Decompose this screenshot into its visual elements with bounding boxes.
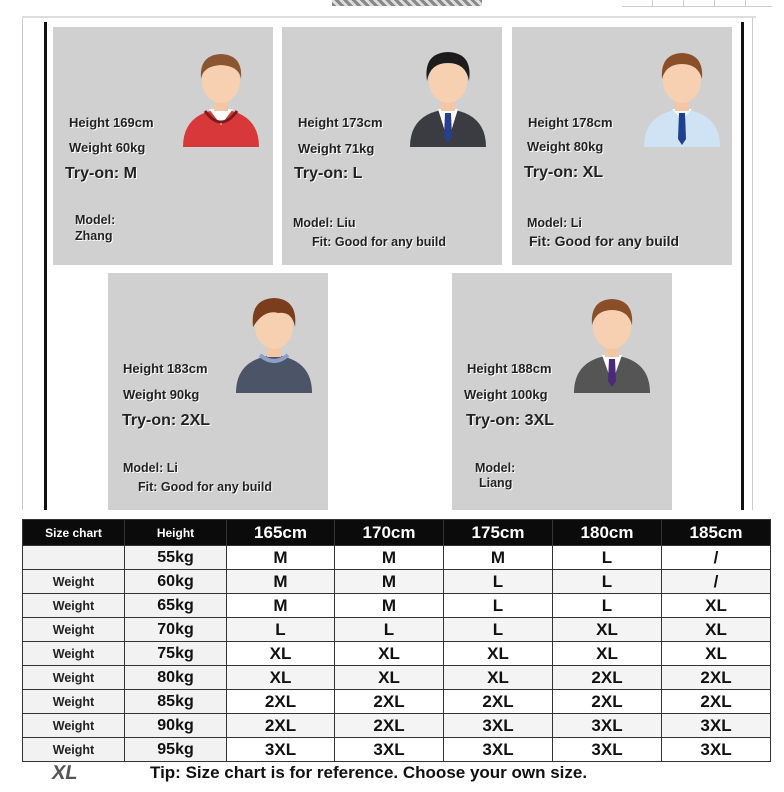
- model-tryon-size: Try-on: XL: [524, 164, 604, 181]
- size-chart-row: [23, 570, 771, 594]
- model-height: Height 178cm: [528, 115, 613, 130]
- size-cell: XL: [444, 642, 553, 666]
- model-tryon-size: Try-on: 2XL: [122, 412, 211, 429]
- size-cell: 2XL: [553, 666, 662, 690]
- model-height: Height 169cm: [69, 115, 154, 130]
- avatar-red-sweater-icon: [181, 41, 261, 147]
- size-cell: 3XL: [553, 714, 662, 738]
- model-weight: Weight 80kg: [527, 139, 604, 154]
- height-column-header: 165cm: [227, 520, 335, 546]
- avatar-suit-icon: [408, 41, 488, 147]
- size-cell: XL: [227, 642, 335, 666]
- size-cell: L: [553, 546, 662, 570]
- model-reference-panel: [44, 22, 744, 510]
- size-cell: XL: [227, 666, 335, 690]
- model-label: Model: Li: [123, 461, 178, 475]
- size-cell: 2XL: [227, 690, 335, 714]
- size-cell: M: [335, 594, 444, 618]
- size-cell: XL: [553, 642, 662, 666]
- fabric-swatch: [332, 0, 482, 6]
- weight-row-label: Weight: [23, 594, 125, 618]
- size-chart-row: [23, 738, 771, 762]
- weight-value: 85kg: [125, 690, 227, 714]
- size-chart-row: [23, 618, 771, 642]
- size-cell: L: [553, 570, 662, 594]
- size-chart-header-row: [23, 520, 771, 546]
- size-chart-corner-label: Size chart: [23, 520, 125, 546]
- weight-row-label: Weight: [23, 642, 125, 666]
- size-cell: XL: [335, 642, 444, 666]
- size-cell: M: [444, 546, 553, 570]
- model-tryon-size: Try-on: 3XL: [466, 412, 555, 429]
- size-cell: M: [335, 546, 444, 570]
- size-cell: 3XL: [444, 738, 553, 762]
- size-cell: L: [227, 618, 335, 642]
- frame-line-left: [22, 18, 23, 510]
- model-label: Model:: [75, 213, 116, 227]
- weight-row-label: Weight: [23, 714, 125, 738]
- size-chart-row: [23, 546, 771, 570]
- model-card-1: [53, 27, 273, 265]
- grid-fragment: [622, 0, 772, 7]
- height-column-header: 185cm: [662, 520, 771, 546]
- size-cell: /: [662, 546, 771, 570]
- size-cell: XL: [662, 594, 771, 618]
- model-height: Height 188cm: [467, 361, 552, 376]
- size-cell: L: [444, 618, 553, 642]
- model-tryon-size: Try-on: M: [65, 165, 137, 182]
- weight-value: 75kg: [125, 642, 227, 666]
- weight-value: 90kg: [125, 714, 227, 738]
- height-header-label: Height: [125, 520, 227, 546]
- weight-value: 60kg: [125, 570, 227, 594]
- model-height: Height 173cm: [298, 115, 383, 130]
- weight-value: 55kg: [125, 546, 227, 570]
- size-mark: XL: [50, 762, 80, 784]
- size-cell: L: [553, 594, 662, 618]
- section-divider: [22, 16, 756, 18]
- avatar-sweater-icon: [234, 287, 314, 393]
- size-cell: 3XL: [227, 738, 335, 762]
- size-cell: 2XL: [444, 690, 553, 714]
- model-tryon-size: Try-on: L: [294, 165, 363, 182]
- size-chart-row: [23, 714, 771, 738]
- size-chart-row: [23, 690, 771, 714]
- model-card-4: [108, 273, 328, 510]
- model-label: Model:: [475, 461, 516, 475]
- height-column-header: 170cm: [335, 520, 444, 546]
- model-label: Model: Li: [527, 216, 582, 230]
- weight-row-label: [23, 546, 125, 570]
- size-cell: 3XL: [335, 738, 444, 762]
- model-card-2: [282, 27, 502, 265]
- weight-value: 95kg: [125, 738, 227, 762]
- size-cell: XL: [444, 666, 553, 690]
- size-cell: M: [335, 570, 444, 594]
- model-fit: Fit: Good for any build: [312, 235, 447, 249]
- size-cell: 3XL: [444, 714, 553, 738]
- height-column-header: 175cm: [444, 520, 553, 546]
- size-cell: /: [662, 570, 771, 594]
- model-card-5: [452, 273, 672, 510]
- height-column-header: 180cm: [553, 520, 662, 546]
- avatar-grey-suit-icon: [572, 287, 652, 393]
- model-weight: Weight 71kg: [298, 141, 375, 156]
- model-fit: Fit: Good for any build: [529, 233, 680, 249]
- size-cell: L: [444, 570, 553, 594]
- weight-row-label: Weight: [23, 690, 125, 714]
- weight-row-label: Weight: [23, 570, 125, 594]
- model-name: Liang: [479, 476, 513, 490]
- size-cell: XL: [335, 666, 444, 690]
- size-cell: XL: [553, 618, 662, 642]
- size-cell: 2XL: [335, 690, 444, 714]
- size-cell: 2XL: [662, 666, 771, 690]
- size-cell: L: [444, 594, 553, 618]
- weight-value: 70kg: [125, 618, 227, 642]
- size-cell: M: [227, 546, 335, 570]
- model-card-3: [512, 27, 732, 265]
- size-cell: M: [227, 570, 335, 594]
- model-weight: Weight 100kg: [464, 387, 548, 402]
- model-height: Height 183cm: [123, 361, 208, 376]
- size-tip: [22, 760, 762, 788]
- previous-section-strip: [22, 0, 762, 10]
- model-weight: Weight 60kg: [69, 140, 146, 155]
- size-cell: 2XL: [662, 690, 771, 714]
- size-cell: L: [335, 618, 444, 642]
- frame-line-right: [752, 18, 753, 510]
- size-cell: 3XL: [662, 714, 771, 738]
- weight-value: 80kg: [125, 666, 227, 690]
- weight-row-label: Weight: [23, 666, 125, 690]
- tip-text: Tip: Size chart is for reference. Choose your own size.: [150, 763, 588, 782]
- avatar-shirt-tie-icon: [642, 41, 722, 147]
- size-cell: M: [227, 594, 335, 618]
- size-chart-body: [23, 546, 771, 762]
- size-chart-table: [22, 519, 771, 762]
- size-cell: 3XL: [662, 738, 771, 762]
- size-chart-row: [23, 666, 771, 690]
- model-fit: Fit: Good for any build: [138, 480, 273, 494]
- size-cell: XL: [662, 642, 771, 666]
- size-cell: 2XL: [553, 690, 662, 714]
- size-chart-row: [23, 642, 771, 666]
- size-cell: XL: [662, 618, 771, 642]
- model-label: Model: Liu: [293, 216, 356, 230]
- weight-row-label: Weight: [23, 618, 125, 642]
- size-cell: 3XL: [553, 738, 662, 762]
- model-name: Zhang: [75, 229, 113, 243]
- model-weight: Weight 90kg: [123, 387, 200, 402]
- weight-row-label: Weight: [23, 738, 125, 762]
- size-cell: 2XL: [227, 714, 335, 738]
- size-cell: 2XL: [335, 714, 444, 738]
- weight-value: 65kg: [125, 594, 227, 618]
- size-chart-row: [23, 594, 771, 618]
